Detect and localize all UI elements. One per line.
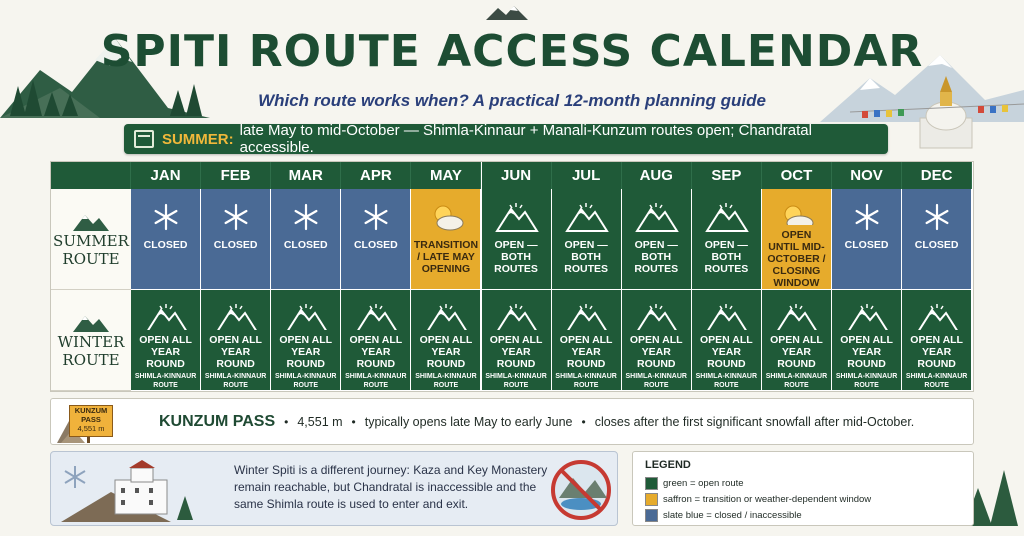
legend-swatch	[645, 493, 658, 506]
cell-status-text: OPEN ALL YEAR ROUND	[489, 334, 543, 370]
mountain-icon	[563, 199, 609, 235]
snowflake-icon	[914, 199, 960, 235]
summer-banner	[124, 124, 888, 154]
snowflake-icon	[353, 199, 399, 235]
cell-status-text: OPEN — BOTH ROUTES	[634, 239, 679, 275]
legend-key: slate blue	[663, 510, 704, 521]
legend-title: LEGEND	[645, 459, 691, 471]
calendar-cell	[762, 290, 832, 391]
calendar-cell	[622, 290, 692, 391]
cell-status-text: OPEN — BOTH ROUTES	[564, 239, 609, 275]
calendar-cell	[341, 290, 411, 391]
cell-status-text: OPEN UNTIL MID-OCTOBER / CLOSING WINDOW	[767, 229, 826, 289]
row-label-line: ROUTE	[62, 351, 120, 369]
mountain-icon	[143, 300, 189, 330]
cell-route-text: SHIMLA-KINNAUR ROUTE	[275, 373, 337, 389]
calendar-cell	[131, 189, 201, 290]
row-label-line: SUMMER	[53, 232, 129, 250]
mountain-icon	[703, 199, 749, 235]
cell-route-text: SHIMLA-KINNAUR ROUTE	[625, 373, 687, 389]
kunzum-altitude: 4,551 m	[297, 414, 343, 429]
cell-status-text: CLOSED	[213, 239, 258, 251]
kunzum-opens: typically opens late May to early June	[364, 414, 573, 429]
cell-status-text: OPEN ALL YEAR ROUND	[349, 334, 403, 370]
snowflake-icon	[213, 199, 259, 235]
snowflake-icon	[844, 199, 890, 235]
route-calendar-table	[50, 161, 974, 392]
calendar-cell	[622, 189, 692, 290]
calendar-cell	[902, 189, 972, 290]
cell-route-text: SHIMLA-KINNAUR ROUTE	[415, 373, 477, 389]
sun-cloud-icon	[423, 199, 469, 235]
cell-route-text: SHIMLA-KINNAUR ROUTE	[134, 373, 197, 389]
sign-line: PASS	[81, 415, 101, 424]
mountain-icon	[633, 300, 679, 330]
bullet: •	[351, 414, 356, 429]
cell-status-text: TRANSITION / LATE MAY OPENING	[413, 239, 479, 275]
cell-status-text: OPEN ALL YEAR ROUND	[279, 334, 333, 370]
winter-note	[50, 451, 618, 526]
header-corner	[51, 162, 131, 189]
legend-desc: closed / inaccessible	[714, 510, 802, 521]
month-header: JAN	[131, 162, 201, 189]
cell-route-text: SHIMLA-KINNAUR ROUTE	[905, 373, 968, 389]
month-header: OCT	[762, 162, 832, 189]
snowflake-icon	[65, 466, 85, 488]
cell-status-text: OPEN ALL YEAR ROUND	[699, 334, 753, 370]
month-header: MAY	[411, 162, 481, 189]
month-header: MAR	[271, 162, 341, 189]
month-header: SEP	[692, 162, 762, 189]
mountain-icon	[914, 300, 960, 330]
kunzum-pass-info	[50, 398, 974, 445]
cell-status-text: OPEN — BOTH ROUTES	[704, 239, 749, 275]
calendar-cell	[552, 189, 622, 290]
month-header: AUG	[622, 162, 692, 189]
cell-status-text: OPEN ALL YEAR ROUND	[559, 334, 613, 370]
bullet: •	[581, 414, 586, 429]
legend-item-saffron: saffron = transition or weather-dependent window	[645, 493, 871, 506]
legend-item-slate: slate blue = closed / inaccessible	[645, 509, 802, 522]
cell-status-text: OPEN ALL YEAR ROUND	[840, 334, 893, 370]
mountain-icon	[703, 300, 749, 330]
mountain-icon	[844, 300, 890, 330]
snowflake-icon	[143, 199, 189, 235]
top-center-mountain-icon	[486, 6, 528, 20]
snow-mountain-icon	[71, 311, 111, 333]
cell-status-text: OPEN ALL YEAR ROUND	[209, 334, 262, 370]
month-header: JUN	[482, 162, 552, 189]
sign-line: KUNZUM	[74, 406, 108, 415]
cell-route-text: SHIMLA-KINNAUR ROUTE	[765, 373, 828, 389]
banner-label: SUMMER:	[161, 130, 234, 148]
calendar-cell	[762, 189, 832, 290]
legend-swatch	[645, 477, 658, 490]
cell-status-text: OPEN — BOTH ROUTES	[494, 239, 538, 275]
legend-item-green: green = open route	[645, 477, 744, 490]
calendar-cell	[902, 290, 972, 391]
calendar-cell	[692, 189, 762, 290]
calendar-cell	[552, 290, 622, 391]
cell-status-text: CLOSED	[914, 239, 959, 251]
page-subtitle: Which route works when? A practical 12-month planning guide	[258, 91, 766, 110]
mountain-icon	[283, 300, 329, 330]
snowflake-icon	[283, 199, 329, 235]
cell-route-text: SHIMLA-KINNAUR ROUTE	[695, 373, 758, 389]
calendar-cell	[832, 189, 902, 290]
sign-line: 4,551 m	[77, 424, 105, 433]
calendar-cell	[341, 189, 411, 290]
cell-status-text: OPEN ALL YEAR ROUND	[419, 334, 473, 370]
cell-status-text: OPEN ALL YEAR ROUND	[629, 334, 683, 370]
kunzum-title: KUNZUM PASS	[159, 412, 276, 430]
mountain-icon	[353, 300, 399, 330]
cell-route-text: SHIMLA-KINNAUR ROUTE	[555, 373, 617, 389]
calendar-cell	[482, 189, 552, 290]
kunzum-sign-illustration	[51, 399, 129, 444]
cell-status-text: CLOSED	[844, 239, 889, 251]
mountain-icon	[213, 300, 259, 330]
month-header: NOV	[832, 162, 902, 189]
mountain-icon	[493, 199, 539, 235]
cell-route-text: SHIMLA-KINNAUR ROUTE	[345, 373, 407, 389]
calendar-cell	[201, 290, 271, 391]
bullet: •	[284, 414, 289, 429]
mountain-icon	[563, 300, 609, 330]
legend-swatch	[645, 509, 658, 522]
kunzum-closes: closes after the first significant snowfall after mid-October.	[594, 414, 915, 429]
mountain-road-icon	[71, 210, 111, 232]
mountain-icon	[493, 300, 539, 330]
legend-desc: open route	[698, 478, 744, 489]
calendar-cell	[411, 189, 481, 290]
row-label-line: WINTER	[57, 333, 125, 351]
row-label	[51, 290, 131, 391]
calendar-cell	[411, 290, 481, 391]
row-label	[51, 189, 131, 290]
legend-key: green	[663, 478, 688, 489]
cell-status-text: CLOSED	[143, 239, 188, 251]
legend-desc: transition or weather-dependent window	[702, 494, 872, 505]
mountain-icon	[633, 199, 679, 235]
calendar-cell	[692, 290, 762, 391]
cell-status-text: OPEN ALL YEAR ROUND	[139, 334, 192, 370]
calendar-cell	[271, 189, 341, 290]
winter-note-text: Winter Spiti is a different journey: Kaza and Key Monastery remain reachable, but Chandratal is inaccessible and the same Shimla route is used to enter and exit.	[234, 463, 548, 511]
calendar-cell	[271, 290, 341, 391]
legend-key: saffron	[663, 494, 692, 505]
calendar-cell	[482, 290, 552, 391]
calendar-cell	[832, 290, 902, 391]
calendar-icon	[134, 130, 154, 148]
legend	[632, 451, 974, 526]
month-header: FEB	[201, 162, 271, 189]
calendar-cell	[201, 189, 271, 290]
cell-status-text: OPEN ALL YEAR ROUND	[770, 334, 823, 370]
cell-route-text: SHIMLA-KINNAUR ROUTE	[835, 373, 898, 389]
monastery-illustration	[61, 460, 193, 522]
cell-route-text: SHIMLA-KINNAUR ROUTE	[204, 373, 267, 389]
row-label-line: ROUTE	[62, 250, 120, 268]
sun-cloud-icon	[773, 199, 819, 225]
cell-route-text: SHIMLA-KINNAUR ROUTE	[485, 373, 547, 389]
calendar-cell	[131, 290, 201, 391]
kunzum-sign	[69, 405, 113, 437]
month-header: APR	[341, 162, 411, 189]
cell-status-text: CLOSED	[283, 239, 328, 251]
month-header: JUL	[552, 162, 622, 189]
month-header: DEC	[902, 162, 972, 189]
banner-text: late May to mid-October — Shimla-Kinnaur + Manali-Kunzum routes open; Chandratal accessible.	[239, 122, 812, 156]
no-chandratal-icon	[553, 462, 609, 518]
mountain-icon	[773, 300, 819, 330]
cell-status-text: OPEN ALL YEAR ROUND	[910, 334, 963, 370]
page-title: SPITI ROUTE ACCESS CALENDAR	[100, 26, 924, 77]
cell-status-text: CLOSED	[353, 239, 398, 251]
mountain-icon	[423, 300, 469, 330]
